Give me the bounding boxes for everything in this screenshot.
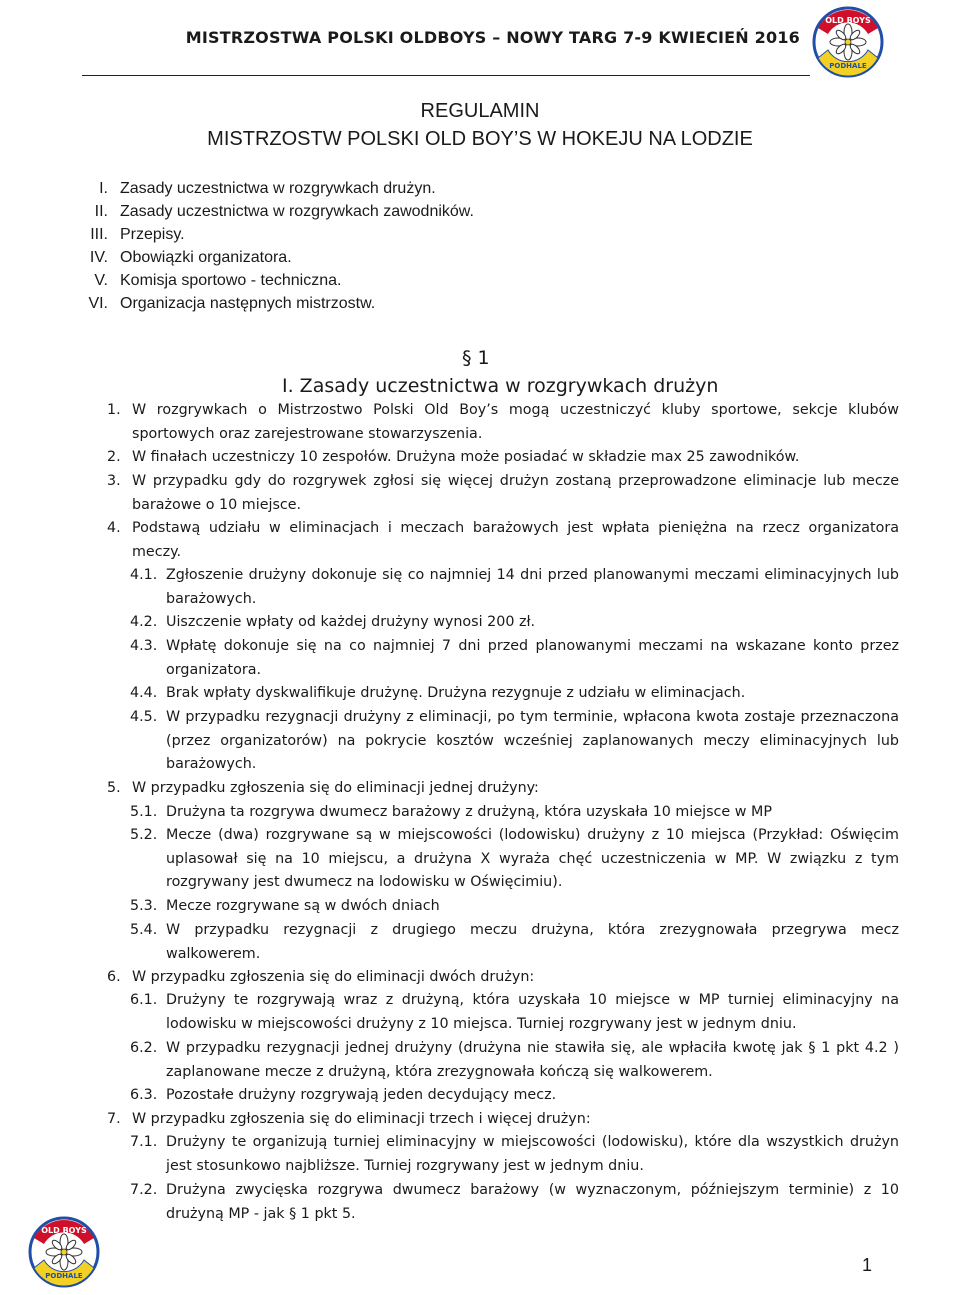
rule-item (107, 777, 899, 801)
rule-item (130, 1131, 899, 1178)
rule-text: W przypadku rezygnacji jednej drużyny (drużyna nie stawiła się, ale wpłaciła kwotę jak § 1 pkt 4.2 ) zaplanowane mecze z drużyną, która zrezygnowała kończą się walkowerem. (166, 1040, 899, 1080)
document-title (0, 97, 960, 153)
toc-item (0, 292, 700, 315)
rule-text: W przypadku gdy do rozgrywek zgłosi się więcej drużyn zostaną przeprowadzone eliminacje lub mecze barażowe o 10 miejsce. (132, 473, 899, 513)
rule-item (130, 919, 899, 966)
toc-number: VI. (88, 295, 108, 312)
rule-item (130, 989, 899, 1036)
rule-number: 7.2. (130, 1182, 158, 1198)
rule-text: Pozostałe drużyny rozgrywają jeden decydujący mecz. (166, 1087, 557, 1103)
rule-item (130, 635, 899, 682)
rule-number: 6.3. (130, 1087, 158, 1103)
rule-number: 5.1. (130, 804, 158, 820)
toc-number: I. (99, 180, 108, 197)
header-title: MISTRZOSTWA POLSKI OLDBOYS – NOWY TARG 7-9 KWIECIEŃ 2016 (185, 28, 800, 47)
old-boys-podhale-logo (808, 6, 888, 78)
toc-text: Przepisy. (120, 226, 185, 243)
document-title-line2: MISTRZOSTW POLSKI OLD BOY’S W HOKEJU NA LODZIE (207, 128, 753, 150)
rule-item (130, 1037, 899, 1084)
old-boys-podhale-logo-footer (24, 1216, 104, 1288)
rule-text: W przypadku rezygnacji z drugiego meczu drużyna, która zrezygnowała przegrywa mecz walkowerem. (166, 922, 899, 962)
toc-item (0, 269, 700, 292)
document-title-line1: REGULAMIN (420, 100, 540, 122)
rule-item (107, 470, 899, 517)
rule-item (130, 706, 899, 777)
toc-text: Zasady uczestnictwa w rozgrywkach drużyn. (120, 180, 436, 197)
rule-number: 5.3. (130, 898, 158, 914)
rule-item (130, 824, 899, 895)
toc-number: III. (90, 226, 108, 243)
rule-text: Drużyna zwycięska rozgrywa dwumecz barażowy (w wyznaczonym, późniejszym terminie) z 10 drużyną MP - jak § 1 pkt 5. (166, 1182, 899, 1222)
section-mark: § 1 (462, 347, 490, 369)
rule-number: 4. (107, 520, 121, 536)
page-number: 1 (862, 1255, 873, 1275)
rule-number: 6.1. (130, 992, 158, 1008)
rule-text: Drużyna ta rozgrywa dwumecz barażowy z drużyną, która uzyskała 10 miejsce w MP (166, 804, 772, 820)
rule-item (107, 446, 899, 470)
toc-text: Organizacja następnych mistrzostw. (120, 295, 376, 312)
rule-item (107, 1108, 899, 1132)
toc-text: Komisja sportowo - techniczna. (120, 272, 342, 289)
rule-number: 4.1. (130, 567, 158, 583)
rule-text: Uiszczenie wpłaty od każdej drużyny wynosi 200 zł. (166, 614, 536, 630)
rule-text: Mecze (dwa) rozgrywane są w miejscowości (lodowisku) drużyny z 10 miejsca (Przykład: Oświęcim uplasował się na 10 miejscu, a drużyna X wyraża chęć uczestniczenia w MP. W związku z tym rozgrywany jest dwumecz na lodowisku w Oświęcimiu). (166, 827, 899, 890)
rule-number: 4.2. (130, 614, 158, 630)
rule-item (130, 611, 899, 635)
rule-text: Zgłoszenie drużyny dokonuje się co najmniej 14 dni przed planowanymi meczami eliminacyjnych lub barażowych. (166, 567, 899, 607)
toc-text: Obowiązki organizatora. (120, 249, 292, 266)
rule-number: 3. (107, 473, 121, 489)
rule-number: 5.4. (130, 922, 158, 938)
rule-text: Drużyny te rozgrywają wraz z drużyną, która uzyskała 10 miejsce w MP turniej eliminacyjny na lodowisku w miejscowości drużyny z 10 miejsca. Turniej rozgrywany jest w jednym dniu. (166, 992, 899, 1032)
rule-item (107, 966, 899, 990)
rule-text: Brak wpłaty dyskwalifikuje drużynę. Drużyna rezygnuje z udziału w eliminacjach. (166, 685, 746, 701)
toc-number: II. (94, 203, 108, 220)
rule-item (130, 682, 899, 706)
toc-item (0, 223, 700, 246)
rule-text: W przypadku zgłoszenia się do eliminacji trzech i więcej drużyn: (132, 1111, 591, 1127)
rule-item (107, 399, 899, 446)
rule-item (130, 1179, 899, 1226)
rule-number: 7.1. (130, 1134, 158, 1150)
logo-text-top: OLD BOYS (41, 1226, 87, 1235)
section-heading: I. Zasady uczestnictwa w rozgrywkach drużyn (282, 375, 719, 397)
rule-item (107, 517, 899, 564)
rule-number: 4.3. (130, 638, 158, 654)
rule-number: 5.2. (130, 827, 158, 843)
rule-number: 6. (107, 969, 121, 985)
logo-text-top: OLD BOYS (825, 16, 871, 25)
rule-item (130, 1084, 899, 1108)
logo-text-bottom: PODHALE (45, 1272, 83, 1280)
toc-number: IV. (89, 249, 108, 266)
toc-item (0, 246, 700, 269)
rule-number: 1. (107, 402, 121, 418)
rule-number: 7. (107, 1111, 121, 1127)
rule-item (130, 564, 899, 611)
rule-text: W finałach uczestniczy 10 zespołów. Drużyna może posiadać w składzie max 25 zawodników. (132, 449, 800, 465)
toc-text: Zasady uczestnictwa w rozgrywkach zawodników. (120, 203, 474, 220)
logo-text-bottom: PODHALE (829, 62, 867, 70)
rule-text: W przypadku zgłoszenia się do eliminacji dwóch drużyn: (132, 969, 535, 985)
rule-number: 2. (107, 449, 121, 465)
rule-text: W przypadku zgłoszenia się do eliminacji jednej drużyny: (132, 780, 539, 796)
rule-text: W rozgrywkach o Mistrzostwo Polski Old Boy’s mogą uczestniczyć kluby sportowe, sekcje klubów sportowych oraz zarejestrowane stowarzyszenia. (132, 402, 899, 442)
rule-number: 4.4. (130, 685, 158, 701)
toc-number: V. (94, 272, 108, 289)
rule-number: 4.5. (130, 709, 158, 725)
rule-item (130, 895, 899, 919)
rule-number: 5. (107, 780, 121, 796)
rule-text: W przypadku rezygnacji drużyny z eliminacji, po tym terminie, wpłacona kwota zostaje przeznaczona (przez organizatorów) na pokrycie kosztów wcześniej zaplanowanych meczy eliminacyjnych lub barażowych. (166, 709, 899, 772)
table-of-contents (0, 177, 700, 315)
rule-item (130, 801, 899, 825)
toc-item (0, 177, 700, 200)
header-divider (82, 75, 810, 76)
rule-text: Podstawą udziału w eliminacjach i meczach barażowych jest wpłata pieniężna na rzecz organizatora meczy. (132, 520, 899, 560)
toc-item (0, 200, 700, 223)
rule-text: Wpłatę dokonuje się na co najmniej 7 dni przed planowanymi meczami na wskazane konto przez organizatora. (166, 638, 899, 678)
rule-number: 6.2. (130, 1040, 158, 1056)
rule-text: Drużyny te organizują turniej eliminacyjny w miejscowości (lodowisku), które dla wszystkich drużyn jest stosunkowo najbliższe. Turniej rozgrywany jest w jednym dniu. (166, 1134, 899, 1174)
rule-text: Mecze rozgrywane są w dwóch dniach (166, 898, 440, 914)
